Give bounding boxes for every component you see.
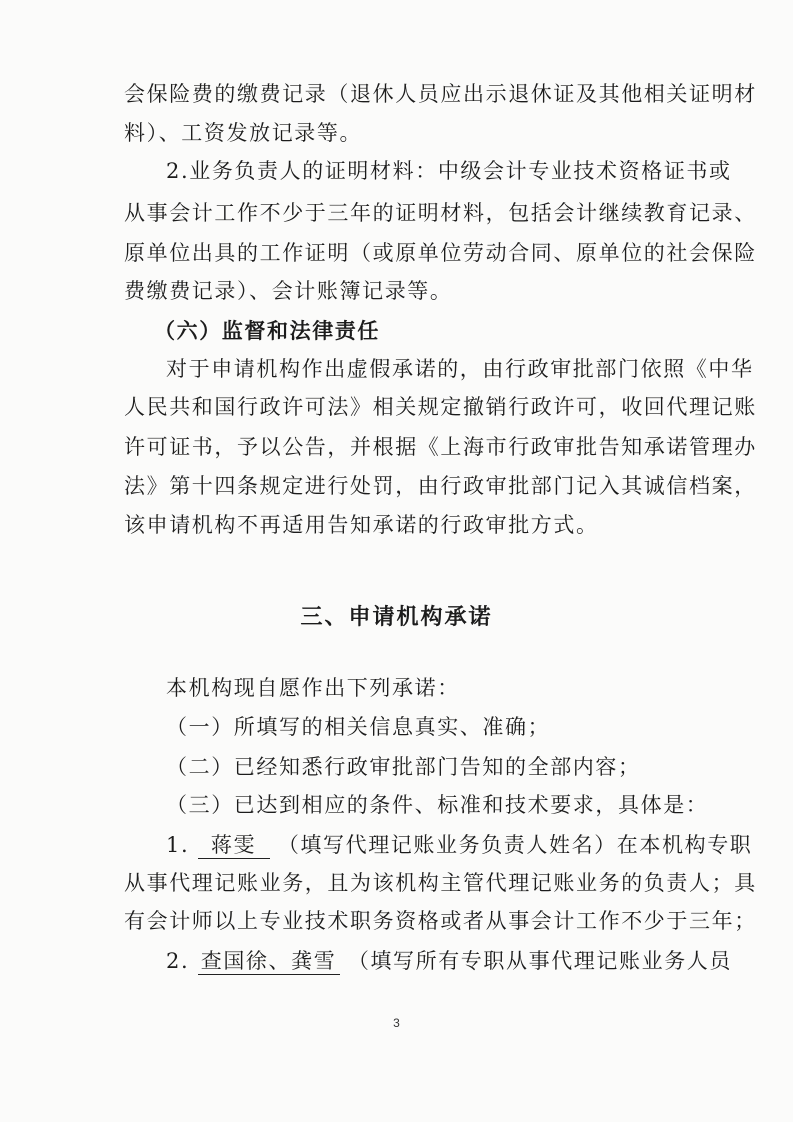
paragraph-line: （三）已达到相应的条件、标准和技术要求，具体是： bbox=[166, 793, 709, 817]
paragraph-line: 法》第十四条规定进行处罚，由行政审批部门记入其诚信档案， bbox=[124, 474, 757, 498]
paragraph-line: 料）、工资发放记录等。 bbox=[124, 121, 363, 145]
paragraph-line: （二）已经知悉行政审批部门告知的全部内容； bbox=[166, 755, 641, 779]
item-number: 1. bbox=[166, 833, 190, 857]
section-heading: 三、申请机构承诺 bbox=[300, 605, 493, 630]
staff-names: 查国徐、龚雪 bbox=[198, 948, 340, 975]
item-text: （填写所有专职从事代理记账业务人员 bbox=[347, 949, 733, 973]
paragraph-line: 许可证书，予以公告，并根据《上海市行政审批告知承诺管理办 bbox=[124, 435, 757, 459]
paragraph-line: 从事会计工作不少于三年的证明材料，包括会计继续教育记录、 bbox=[124, 201, 757, 225]
section-title: （六）监督和法律责任 bbox=[154, 318, 380, 343]
paragraph-line: 本机构现自愿作出下列承诺： bbox=[166, 676, 460, 700]
commitment-item-1 bbox=[166, 830, 752, 860]
paragraph-line: 该申请机构不再适用告知承诺的行政审批方式。 bbox=[124, 513, 599, 537]
paragraph-line: （一）所填写的相关信息真实、准确； bbox=[166, 715, 551, 739]
paragraph-line: 2.业务负责人的证明材料：中级会计专业技术资格证书或 bbox=[166, 159, 732, 183]
paragraph-line: 有会计师以上专业技术职务资格或者从事会计工作不少于三年； bbox=[124, 909, 757, 933]
paragraph-line: 费缴费记录）、会计账簿记录等。 bbox=[124, 279, 453, 303]
paragraph-line: 原单位出具的工作证明（或原单位劳动合同、原单位的社会保险 bbox=[124, 241, 757, 265]
paragraph-line: 对于申请机构作出虚假承诺的，由行政审批部门依照《中华 bbox=[166, 357, 754, 381]
paragraph-line: 人民共和国行政许可法》相关规定撤销行政许可，收回代理记账 bbox=[124, 395, 757, 419]
commitment-item-2 bbox=[166, 946, 732, 976]
item-text: （填写代理记账业务负责人姓名）在本机构专职 bbox=[277, 833, 753, 857]
responsible-person-name: 蒋雯 bbox=[198, 832, 270, 859]
page-number: 3 bbox=[393, 1016, 400, 1030]
paragraph-line: 会保险费的缴费记录（退休人员应出示退休证及其他相关证明材 bbox=[124, 82, 757, 106]
paragraph-line: 从事代理记账业务，且为该机构主管代理记账业务的负责人；具 bbox=[124, 871, 757, 895]
item-number: 2. bbox=[166, 949, 190, 973]
